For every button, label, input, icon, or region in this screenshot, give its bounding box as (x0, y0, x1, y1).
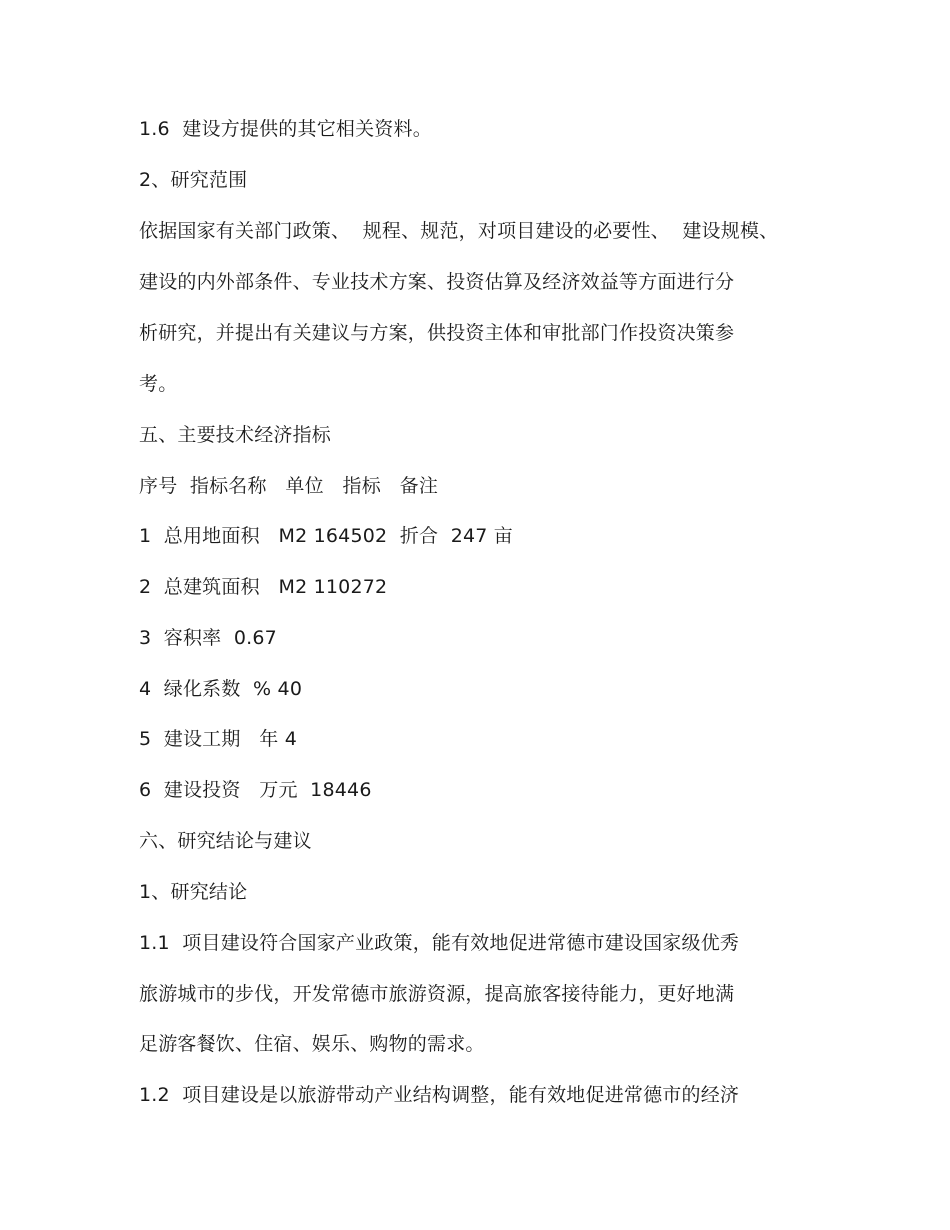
text-line-5: 析研究，并提出有关建议与方案，供投资主体和审批部门作投资决策参 (139, 322, 735, 344)
text-line-19: 足游客餐饮、住宿、娱乐、购物的需求。 (139, 1033, 485, 1055)
text-line-3: 依据国家有关部门政策、 规程、规范，对项目建设的必要性、 建设规模、 (139, 220, 779, 242)
text-line-20: 1.2 项目建设是以旅游带动产业结构调整，能有效地促进常德市的经济 (139, 1084, 740, 1106)
section-heading-research-scope: 2、研究范围 (139, 169, 248, 191)
text-line-4: 建设的内外部条件、专业技术方案、投资估算及经济效益等方面进行分 (139, 271, 735, 293)
indicator-row-2: 2 总建筑面积 M2 110272 (139, 576, 388, 598)
indicator-row-1: 1 总用地面积 M2 164502 折合 247 亩 (139, 525, 514, 547)
indicator-table-header: 序号 指标名称 单位 指标 备注 (139, 475, 439, 497)
section-heading-indicators: 五、主要技术经济指标 (139, 424, 332, 446)
text-line-6: 考。 (139, 373, 178, 395)
subsection-heading-conclusion: 1、研究结论 (139, 881, 248, 903)
indicator-row-5: 5 建设工期 年 4 (139, 728, 298, 750)
section-heading-conclusions: 六、研究结论与建议 (139, 830, 312, 852)
text-line-1: 1.6 建设方提供的其它相关资料。 (139, 118, 432, 140)
text-line-18: 旅游城市的步伐，开发常德市旅游资源，提高旅客接待能力，更好地满 (139, 983, 735, 1005)
indicator-row-4: 4 绿化系数 % 40 (139, 678, 303, 700)
text-line-17: 1.1 项目建设符合国家产业政策，能有效地促进常德市建设国家级优秀 (139, 932, 740, 954)
indicator-row-3: 3 容积率 0.67 (139, 627, 277, 649)
indicator-row-6: 6 建设投资 万元 18446 (139, 779, 372, 801)
